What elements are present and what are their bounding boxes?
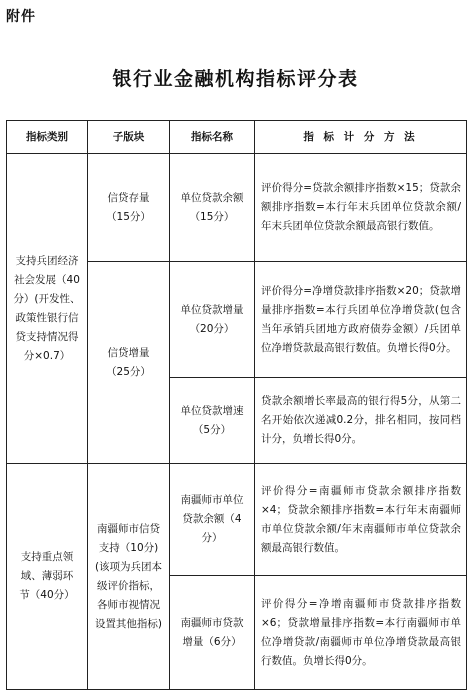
document-title: 银行业金融机构指标评分表 xyxy=(112,68,359,90)
method-cell: 贷款余额增长率最高的银行得5分，从第二名开始依次递减0.2分，排名相同，按同档计分，负增长得0分。 xyxy=(255,378,467,464)
header-indicator: 指标名称 xyxy=(170,121,255,154)
table-header-row xyxy=(7,121,467,154)
method-cell: 评价得分=南疆师市贷款余额排序指数×4；贷款余额排序指数=本行年末南疆师市单位贷款余额/年末南疆师市单位贷款余额最高银行数值。 xyxy=(255,464,467,576)
subsection-cell: 信贷存量（15分） xyxy=(88,154,170,262)
attachment-label: 附件 xyxy=(6,9,36,25)
indicator-cell: 单位贷款增量（20分） xyxy=(170,262,255,378)
method-cell: 评价得分=贷款余额排序指数×15；贷款余额排序指数=本行年末兵团单位贷款余额/年末兵团单位贷款余额最高银行数值。 xyxy=(255,154,467,262)
indicator-cell: 单位贷款增速（5分） xyxy=(170,378,255,464)
table-row xyxy=(7,154,467,262)
table-row xyxy=(7,464,467,576)
subsection-cell: 信贷增量（25分） xyxy=(88,262,170,464)
header-method: 指 标 计 分 方 法 xyxy=(255,121,467,154)
header-category: 指标类别 xyxy=(7,121,88,154)
indicator-cell: 单位贷款余额（15分） xyxy=(170,154,255,262)
scoring-table xyxy=(6,120,467,690)
method-cell: 评价得分=净增南疆师市贷款排序指数×6；贷款增量排序指数=本行南疆师市单位净增贷款/南疆师市单位净增贷款最高银行数值。负增长得0分。 xyxy=(255,576,467,690)
subsection-cell: 南疆师市信贷支持（10分)(该项为兵团本级评价指标，各师市视情况设置其他指标) xyxy=(88,464,170,690)
category-cell: 支持兵团经济社会发展（40分）(开发性、政策性银行信贷支持情况得分×0.7） xyxy=(7,154,88,464)
indicator-cell: 南疆师市贷款增量（6分） xyxy=(170,576,255,690)
category-cell: 支持重点领域、薄弱环 节（40分） xyxy=(7,464,88,690)
indicator-cell: 南疆师市单位贷款余额（4分） xyxy=(170,464,255,576)
method-cell: 评价得分=净增贷款排序指数×20；贷款增量排序指数=本行兵团单位净增贷款(包含当年承销兵团地方政府债券金额）/兵团单位净增贷款最高银行数值。负增长得0分。 xyxy=(255,262,467,378)
header-subsection: 子版块 xyxy=(88,121,170,154)
